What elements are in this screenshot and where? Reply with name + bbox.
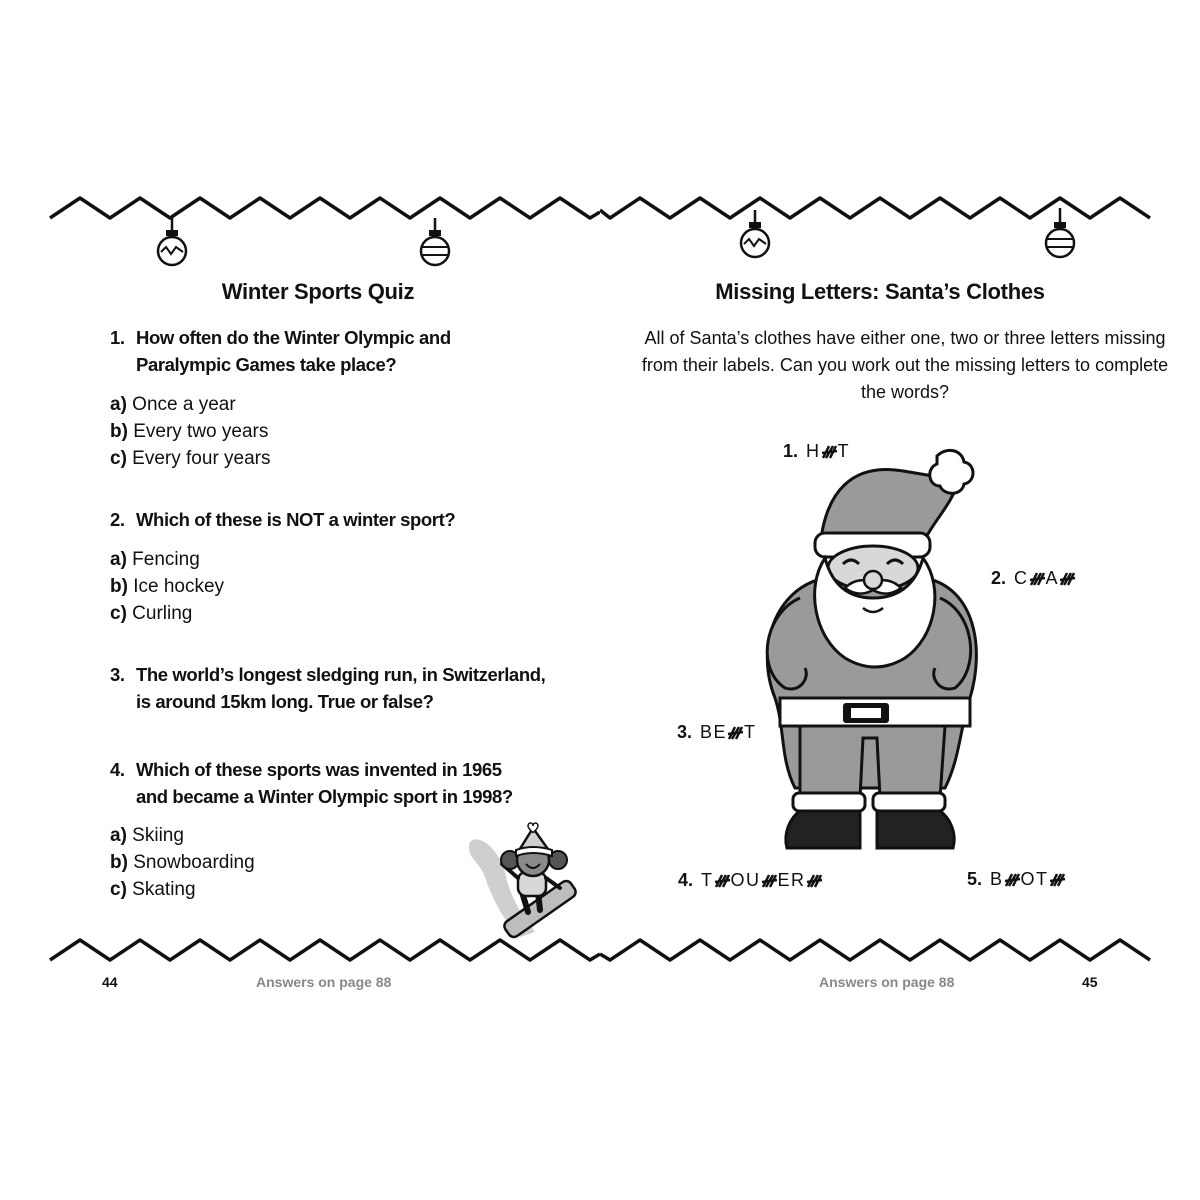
answer-options — [110, 546, 224, 627]
scribble-icon — [727, 725, 744, 741]
quiz-question: 4. Which of these sports was invented in 1965 and became a Winter Olympic sport in 1998? — [110, 759, 513, 807]
clue-trousers: 4. T O U E R — [678, 870, 823, 891]
answer-option: a) Once a year — [110, 394, 236, 415]
santa-illustration — [745, 438, 990, 858]
quiz-question: 3. The world’s longest sledging run, in Switzerland, is around 15km long. True or false? — [110, 664, 546, 712]
bunting-garland-top-left — [0, 180, 600, 270]
clue-boots: 5. B O T — [967, 869, 1066, 890]
scribble-icon — [1029, 571, 1046, 587]
scribble-icon — [714, 873, 731, 889]
answer-options — [110, 391, 271, 472]
ornament-bauble-icon — [421, 218, 449, 265]
scribble-icon — [761, 873, 778, 889]
answer-option: c) Every four years — [110, 448, 271, 469]
page-number: 44 — [102, 974, 118, 990]
ornament-bauble-icon — [158, 216, 186, 265]
answer-option: a) Skiing — [110, 825, 184, 846]
quiz-question: 2. Which of these is NOT a winter sport? — [110, 509, 456, 530]
scribble-icon — [1059, 571, 1076, 587]
scribble-icon — [1004, 872, 1021, 888]
page-title: Winter Sports Quiz — [221, 279, 415, 304]
ornament-bauble-icon — [1046, 208, 1074, 257]
answer-options — [110, 822, 255, 903]
answer-option: b) Ice hockey — [110, 576, 225, 597]
clue-coat: 2. C A — [991, 568, 1076, 589]
bunting-garland-top-right — [600, 180, 1200, 270]
page-title: Missing Letters: Santa’s Clothes — [715, 279, 1045, 304]
zigzag-border-bottom-right — [600, 920, 1200, 970]
answer-option: b) Snowboarding — [110, 852, 255, 873]
scribble-icon — [821, 444, 838, 460]
answers-note: Answers on page 88 — [819, 974, 955, 990]
clue-hat: 1. H T — [783, 441, 851, 461]
zigzag-border-bottom-left — [0, 920, 600, 970]
quiz-question: 1. How often do the Winter Olympic and Paralympic Games take place? — [110, 327, 451, 375]
answer-option: c) Curling — [110, 603, 193, 624]
answer-option: b) Every two years — [110, 421, 269, 442]
ornament-bauble-icon — [741, 210, 769, 257]
right-page — [600, 0, 1200, 1200]
scribble-icon — [1049, 872, 1066, 888]
puzzle-instructions: All of Santa’s clothes have either one, two or three letters missing from their labels. Can you work out the missing letters to complete the words? — [641, 328, 1169, 402]
answer-option: a) Fencing — [110, 549, 200, 570]
scribble-icon — [806, 873, 823, 889]
page-number: 45 — [1082, 974, 1098, 990]
answers-note: Answers on page 88 — [256, 974, 392, 990]
answer-option: c) Skating — [110, 879, 196, 900]
clue-belt: 3. B E T — [677, 722, 757, 742]
